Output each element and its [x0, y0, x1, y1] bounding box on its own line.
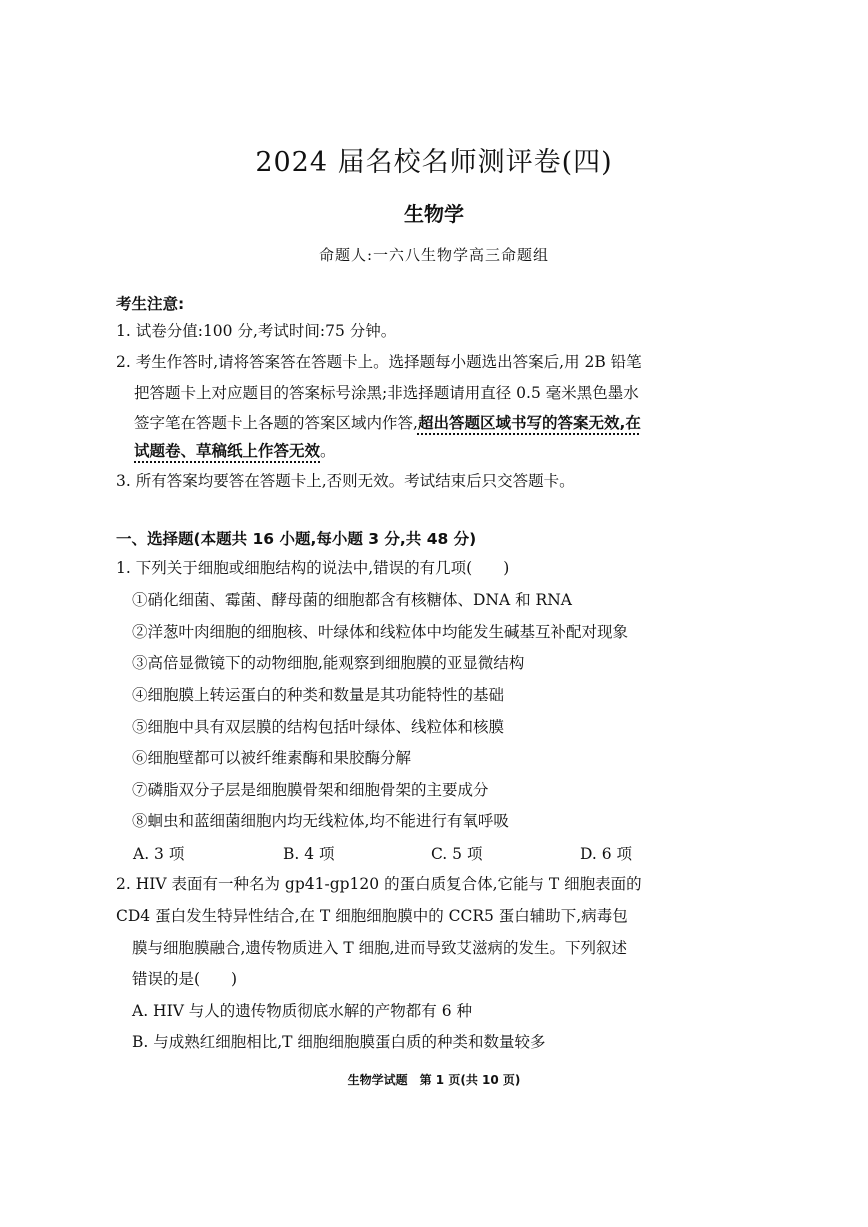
section-heading: 一、选择题(本题共 16 小题,每小题 3 分,共 48 分)	[116, 530, 477, 548]
notice-item-1: 1. 试卷分值:100 分,考试时间:75 分钟。	[116, 322, 397, 340]
subject-title: 生物学	[404, 202, 464, 226]
question-2-line-1: 2. HIV 表面有一种名为 gp41-gp120 的蛋白质复合体,它能与 T 细胞表面的	[116, 875, 642, 893]
notice-item-2-line-1: 2. 考生作答时,请将答案答在答题卡上。选择题每小题选出答案后,用 2B 铅笔	[116, 353, 642, 371]
notice-item-2-line-3	[134, 412, 641, 434]
notice-item-2-line-4	[134, 440, 336, 462]
question-1-item-3: ③高倍显微镜下的动物细胞,能观察到细胞膜的亚显微结构	[132, 654, 525, 672]
question-1-choice-b: B. 4 项	[283, 845, 335, 863]
question-1-item-8: ⑧蛔虫和蓝细菌细胞内均无线粒体,均不能进行有氧呼吸	[132, 812, 509, 830]
question-2-option-b: B. 与成熟红细胞相比,T 细胞细胞膜蛋白质的种类和数量较多	[132, 1033, 546, 1051]
notice-warning-emphasis: 超出答题区域书写的答案无效,在	[417, 414, 641, 432]
notice-item-2-line-3-text: 签字笔在答题卡上各题的答案区域内作答,	[134, 414, 418, 432]
question-1-item-7: ⑦磷脂双分子层是细胞膜骨架和细胞骨架的主要成分	[132, 781, 489, 799]
author-line: 命题人:一六八生物学高三命题组	[318, 246, 550, 264]
notice-heading: 考生注意:	[116, 295, 185, 313]
notice-item-2-line-4-end: 。	[320, 442, 336, 460]
question-1-choice-d: D. 6 项	[580, 845, 633, 863]
question-1-item-4: ④细胞膜上转运蛋白的种类和数量是其功能特性的基础	[132, 686, 505, 704]
question-2-line-3: 膜与细胞膜融合,遗传物质进入 T 细胞,进而导致艾滋病的发生。下列叙述	[132, 939, 628, 957]
page-footer: 生物学试题 第 1 页(共 10 页)	[347, 1073, 521, 1087]
question-1-stem: 1. 下列关于细胞或细胞结构的说法中,错误的有几项( )	[116, 559, 510, 577]
question-1-item-5: ⑤细胞中具有双层膜的结构包括叶绿体、线粒体和核膜	[132, 718, 505, 736]
question-1-choice-a: A. 3 项	[133, 845, 185, 863]
notice-warning-emphasis-2: 试题卷、草稿纸上作答无效	[134, 442, 321, 460]
question-1-item-1: ①硝化细菌、霉菌、酵母菌的细胞都含有核糖体、DNA 和 RNA	[132, 591, 572, 609]
question-1-item-2: ②洋葱叶肉细胞的细胞核、叶绿体和线粒体中均能发生碱基互补配对现象	[132, 623, 629, 641]
notice-item-3: 3. 所有答案均要答在答题卡上,否则无效。考试结束后只交答题卡。	[116, 472, 575, 490]
question-2-option-a: A. HIV 与人的遗传物质彻底水解的产物都有 6 种	[132, 1002, 473, 1020]
question-2-line-4: 错误的是( )	[132, 970, 238, 988]
exam-title: 2024 届名校名师测评卷(四)	[255, 147, 613, 178]
notice-item-2-line-2: 把答题卡上对应题目的答案标号涂黑;非选择题请用直径 0.5 毫米黑色墨水	[134, 384, 639, 402]
question-1-choice-c: C. 5 项	[431, 845, 483, 863]
question-2-line-2: CD4 蛋白发生特异性结合,在 T 细胞细胞膜中的 CCR5 蛋白辅助下,病毒包	[116, 907, 628, 925]
question-1-item-6: ⑥细胞壁都可以被纤维素酶和果胶酶分解	[132, 749, 412, 767]
